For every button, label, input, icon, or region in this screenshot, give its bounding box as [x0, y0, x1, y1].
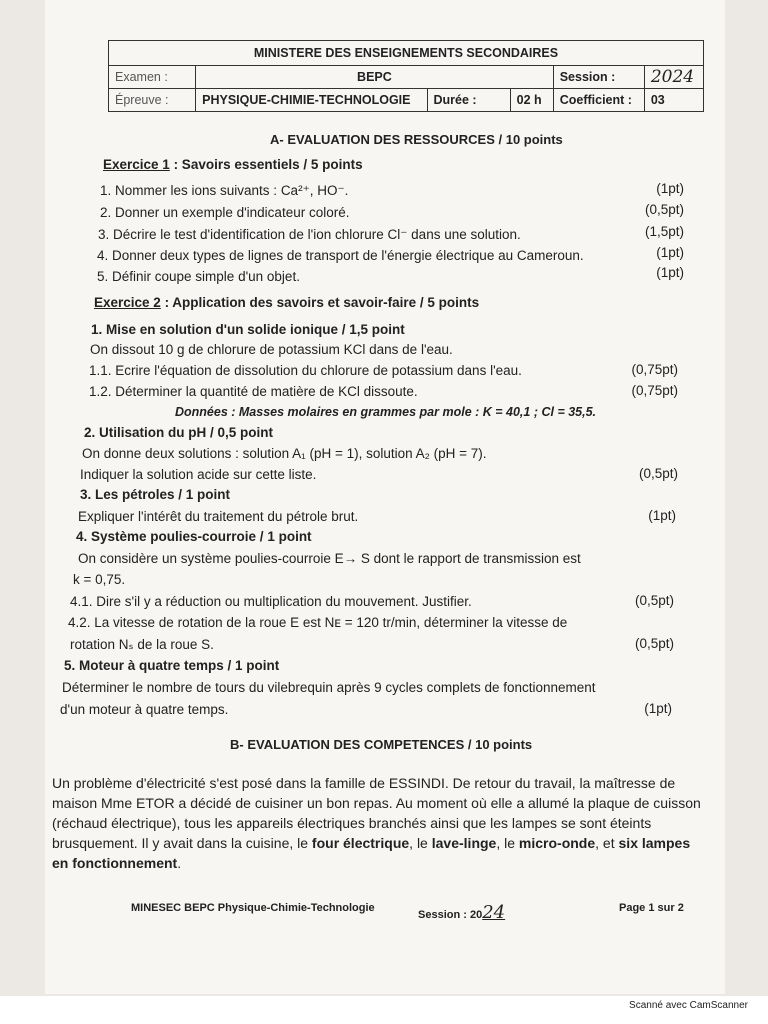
section-b-title: B- EVALUATION DES COMPETENCES / 10 points — [230, 737, 533, 752]
points-2-5: (1pt) — [644, 701, 672, 716]
points-2-3: (1pt) — [648, 508, 676, 523]
question-1-4: 4. Donner deux types de lignes de transport de l'énergie électrique au Cameroun. — [97, 248, 584, 263]
bold-four-electrique: four électrique — [311, 835, 410, 851]
question-1-1: 1. Nommer les ions suivants : Ca²⁺, HO⁻. — [100, 183, 349, 198]
paragraph-text: Un problème d'électricité s'est posé dans la famille de ESSINDI. De retour du travail, la maîtresse de maison Mme ETOR a décidé de cuisiner un bon repas. Au moment où elle a allumé la plaque de cuisson (réchaud électrique), tous les appareils électriques branchés ainsi que les lampes se sont éteints brusquement. Il y avait dans la cuisine, le — [52, 775, 701, 851]
footer-session-year: 24 — [482, 902, 506, 923]
section-2-2-title: 2. Utilisation du pH / 0,5 point — [84, 425, 274, 440]
section-2-4-line-1: On considère un système poulies-courroie E→ S dont le rapport de transmission est — [78, 551, 581, 566]
examen-label: Examen : — [109, 66, 196, 89]
section-2-1-title: 1. Mise en solution d'un solide ionique / 1,5 point — [91, 322, 405, 337]
epreuve-value: PHYSIQUE-CHIMIE-TECHNOLOGIE — [196, 89, 427, 112]
section-2-2-line-2: Indiquer la solution acide sur cette liste. — [80, 467, 317, 482]
separator-2: , le — [496, 835, 519, 851]
footer-session-label: Session : 20 — [418, 909, 483, 921]
question-2-4-1: 4.1. Dire s'il y a réduction ou multiplication du mouvement. Justifier. — [70, 594, 472, 609]
points-1-5: (1pt) — [656, 265, 684, 280]
section-2-4-title: 4. Système poulies-courroie / 1 point — [76, 529, 312, 544]
paragraph-end: . — [177, 855, 182, 871]
separator-3: , et — [595, 835, 619, 851]
question-2-4-2-line-1: 4.2. La vitesse de rotation de la roue E est Nᴇ = 120 tr/min, déterminer la vitesse de — [68, 615, 568, 630]
points-2-1-2: (0,75pt) — [631, 383, 678, 398]
coefficient-value: 03 — [644, 89, 703, 112]
points-2-1-1: (0,75pt) — [631, 362, 678, 377]
bold-micro-onde: micro-onde — [518, 835, 596, 851]
section-2-3-line-1: Expliquer l'intérêt du traitement du pétrole brut. — [78, 509, 359, 524]
exercise-1-label: Exercice 1 — [103, 157, 170, 172]
question-1-2: 2. Donner un exemple d'indicateur coloré. — [100, 205, 350, 220]
separator-1: , le — [409, 835, 432, 851]
section-2-2-line-1: On donne deux solutions : solution A₁ (pH = 1), solution A₂ (pH = 7). — [82, 446, 487, 461]
section-2-5-line-1: Déterminer le nombre de tours du vilebrequin après 9 cycles complets de fonctionnement — [62, 680, 596, 695]
points-2-4-2: (0,5pt) — [634, 636, 674, 651]
data-molar-masses: Données : Masses molaires en grammes par mole : K = 40,1 ; Cl = 35,5. — [175, 405, 597, 419]
points-1-3: (1,5pt) — [644, 224, 684, 239]
exercise-1-subtitle: : Savoirs essentiels / 5 points — [169, 157, 363, 172]
session-label: Session : — [553, 66, 644, 89]
duree-value: 02 h — [510, 89, 553, 112]
exercise-2-label: Exercice 2 — [94, 295, 161, 310]
duree-label: Durée : — [427, 89, 510, 112]
footer-page: Page 1 sur 2 — [619, 902, 684, 914]
camscanner-watermark: Scanné avec CamScanner — [629, 1000, 748, 1011]
points-1-4: (1pt) — [656, 245, 684, 260]
footer-left: MINESEC BEPC Physique-Chimie-Technologie — [131, 902, 375, 914]
points-2-2: (0,5pt) — [638, 466, 678, 481]
question-1-3: 3. Décrire le test d'identification de l'ion chlorure Cl⁻ dans une solution. — [98, 227, 521, 242]
exercise-1-title — [103, 157, 363, 172]
section-2-3-title: 3. Les pétroles / 1 point — [80, 487, 231, 502]
footer-session — [418, 902, 505, 923]
points-1-2: (0,5pt) — [644, 202, 684, 217]
coefficient-label: Coefficient : — [553, 89, 644, 112]
session-value: 2024 — [644, 66, 703, 89]
question-2-1-1: 1.1. Ecrire l'équation de dissolution du chlorure de potassium dans l'eau. — [89, 363, 522, 378]
question-1-5: 5. Définir coupe simple d'un objet. — [97, 269, 300, 284]
question-2-1-2: 1.2. Déterminer la quantité de matière de KCl dissoute. — [89, 384, 418, 399]
exercise-2-title — [94, 295, 479, 310]
section-2-1-text: On dissout 10 g de chlorure de potassium KCl dans de l'eau. — [90, 342, 453, 357]
ministry-title: MINISTERE DES ENSEIGNEMENTS SECONDAIRES — [109, 41, 704, 66]
points-1-1: (1pt) — [656, 181, 684, 196]
points-2-4-1: (0,5pt) — [634, 593, 674, 608]
bold-six-lampes: six lampes en fonctionnement — [52, 835, 691, 871]
section-2-5-title: 5. Moteur à quatre temps / 1 point — [64, 658, 280, 673]
examen-value: BEPC — [196, 66, 554, 89]
section-2-4-line-2: k = 0,75. — [73, 572, 126, 587]
bold-lave-linge: lave-linge — [431, 835, 497, 851]
exercise-2-subtitle: : Application des savoirs et savoir-faire / 5 points — [160, 295, 480, 310]
epreuve-label: Épreuve : — [109, 89, 196, 112]
exam-header-table — [108, 40, 704, 112]
question-2-4-2-line-2: rotation Nₛ de la roue S. — [70, 637, 214, 652]
section-a-title: A- EVALUATION DES RESSOURCES / 10 points — [270, 132, 563, 147]
situation-problem-paragraph — [52, 773, 702, 873]
section-2-5-line-2: d'un moteur à quatre temps. — [60, 702, 229, 717]
